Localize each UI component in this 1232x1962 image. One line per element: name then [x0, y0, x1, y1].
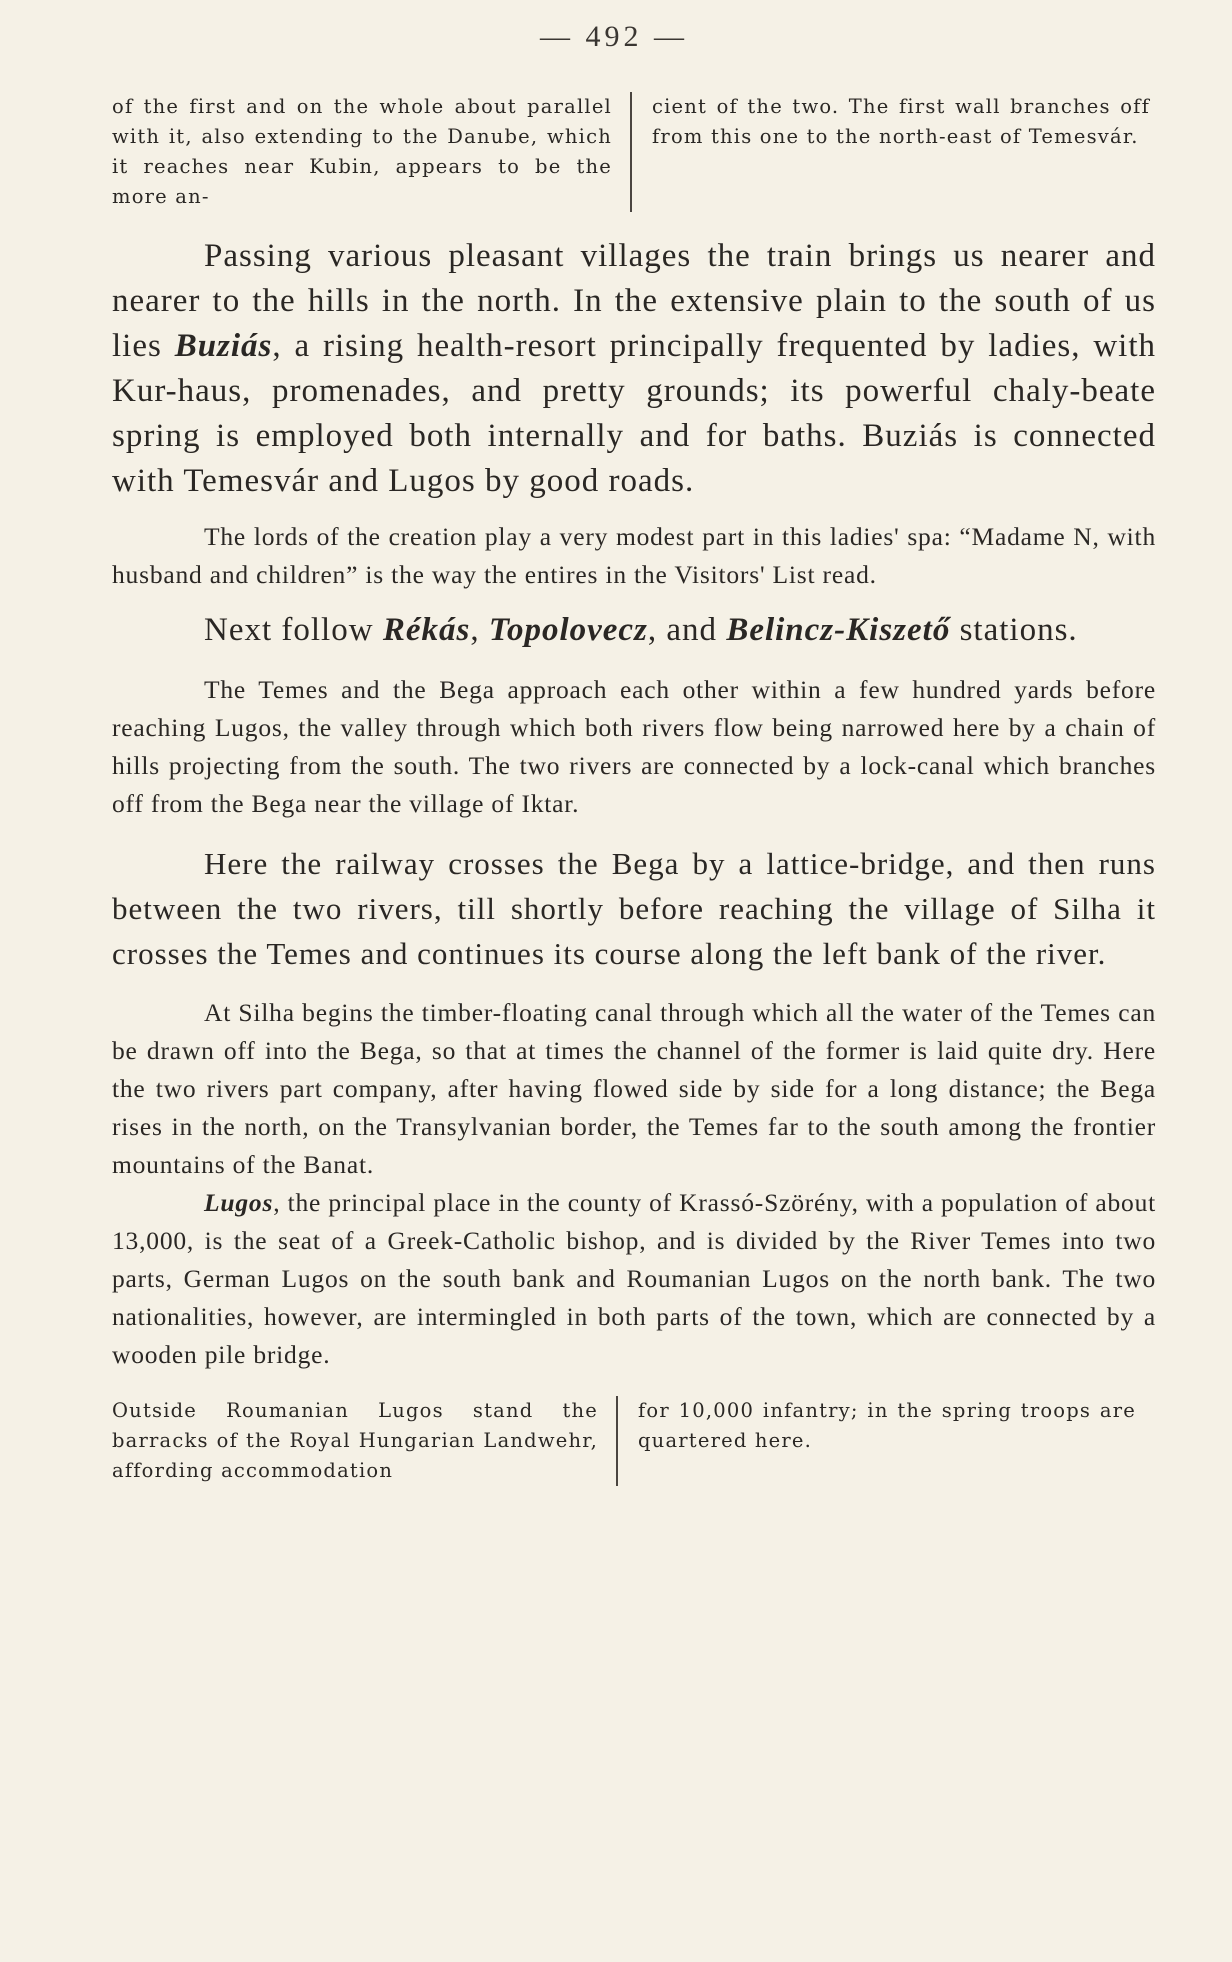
page [112, 20, 1156, 1486]
text-span: , [470, 612, 489, 648]
paragraph-stations [112, 608, 1156, 653]
text-span: Passing various pleasant villages the train brings us nearer and nearer to the hills in the north. In the extensive plain to the south of us lies [112, 238, 1156, 364]
place-name: Buziás [174, 328, 273, 364]
place-name: Belincz-Kiszető [726, 612, 951, 648]
text-span: stations. [950, 612, 1078, 648]
text-span: , the principal place in the county of Krassó-Szörény, with a population of about 13,000, is the seat of a Greek-Catholic bishop, and is divided by the River Temes into two parts, German Lugos on the south bank and Roumanian Lugos on the north bank. The two nationalities, however, are intermingled in both parts of the town, which are connected by a wooden pile bridge. [112, 1188, 1156, 1369]
top-note-left: of the first and on the whole about parallel with it, also extending to the Danube, which it reaches near Kubin, appears to be the more an- [112, 92, 632, 212]
page-number: — 492 — [540, 20, 688, 53]
paragraph-temes-bega: The Temes and the Bega approach each other within a few hundred yards before reaching Lugos, the valley through which both rivers flow being narrowed here by a chain of hills projecting from the south. The two rivers are connected by a lock-canal which branches off from the Bega near the village of Iktar. [112, 675, 1156, 818]
place-name: Topolovecz [488, 612, 648, 648]
text-span: Next follow [204, 612, 383, 648]
top-note-right: cient of the two. The first wall branches off from this one to the north-east of Temesvár. [652, 95, 1150, 148]
place-name: Rékás [382, 612, 471, 648]
paragraph-spa-note: The lords of the creation play a very modest part in this ladies' spa: “Madame N, with husband and children” is the way the entires in the Visitors' List read. [112, 522, 1156, 589]
text-span: , and [647, 612, 727, 648]
bottom-note-left: Outside Roumanian Lugos stand the barracks of the Royal Hungarian Landwehr, affording accommodation [112, 1396, 618, 1486]
paragraph-railway: Here the railway crosses the Bega by a lattice-bridge, and then runs between the two rivers, till shortly before reaching the village of Silha it crosses the Temes and continues its course along the left bank of the river. [112, 846, 1156, 971]
paragraph-lugos [112, 1184, 1156, 1374]
place-name: Lugos [204, 1188, 274, 1217]
paragraph-silha: At Silha begins the timber-floating canal through which all the water of the Temes can be drawn off into the Bega, so that at times the channel of the former is laid quite dry. Here the two rivers part company, after having flowed side by side for a long distance; the Bega rises in the north, on the Transylvanian border, the Temes far to the south among the frontier mountains of the Banat. [112, 998, 1156, 1179]
top-footnote-columns [112, 92, 1156, 212]
text-span: , a rising health-resort principally frequented by ladies, with Kur-haus, promenades, and pretty grounds; its powerful chaly-beate spring is employed both internally and for baths. Buziás is connected with Temesvár and Lugos by good roads. [112, 328, 1156, 499]
bottom-footnote-columns [112, 1396, 1156, 1486]
paragraph-buzias [112, 234, 1156, 504]
bottom-note-right: for 10,000 infantry; in the spring troops are quartered here. [638, 1399, 1136, 1452]
